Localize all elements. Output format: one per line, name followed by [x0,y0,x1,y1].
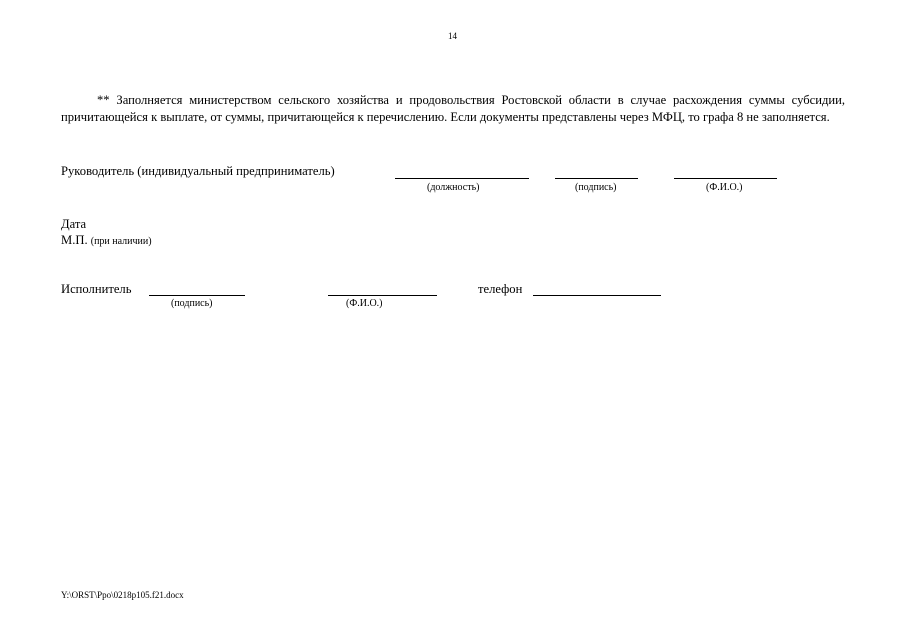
executor-signature-caption: (подпись) [171,298,213,309]
executor-label: Исполнитель [61,282,132,296]
executor-full-name-caption: (Ф.И.О.) [346,298,383,309]
date-label: Дата [61,217,87,231]
phone-blank-line [533,295,661,296]
head-label: Руководитель (индивидуальный предприниматель) [61,164,335,178]
full-name-blank-line [674,178,777,179]
seal-line [61,233,152,248]
executor-signature-blank-line [149,295,245,296]
footer-file-path: Y:\ORST\Ppo\0218p105.f21.docx [61,590,184,600]
signature-caption: (подпись) [575,182,617,193]
seal-label: М.П. [61,233,88,247]
phone-label: телефон [478,282,523,296]
page-number: 14 [448,31,457,41]
signature-blank-line [555,178,638,179]
executor-full-name-blank-line [328,295,437,296]
position-caption: (должность) [427,182,480,193]
seal-note: (при наличии) [90,236,152,247]
position-blank-line [395,178,529,179]
full-name-caption: (Ф.И.О.) [706,182,743,193]
footnote-text: ** Заполняется министерством сельского хозяйства и продовольствия Ростовской области в случае расхождения суммы субсидии, причитающейся к выплате, от суммы, причитающейся к перечислению. Если документы представлены через МФЦ, то графа 8 не заполняется. [61,93,845,124]
